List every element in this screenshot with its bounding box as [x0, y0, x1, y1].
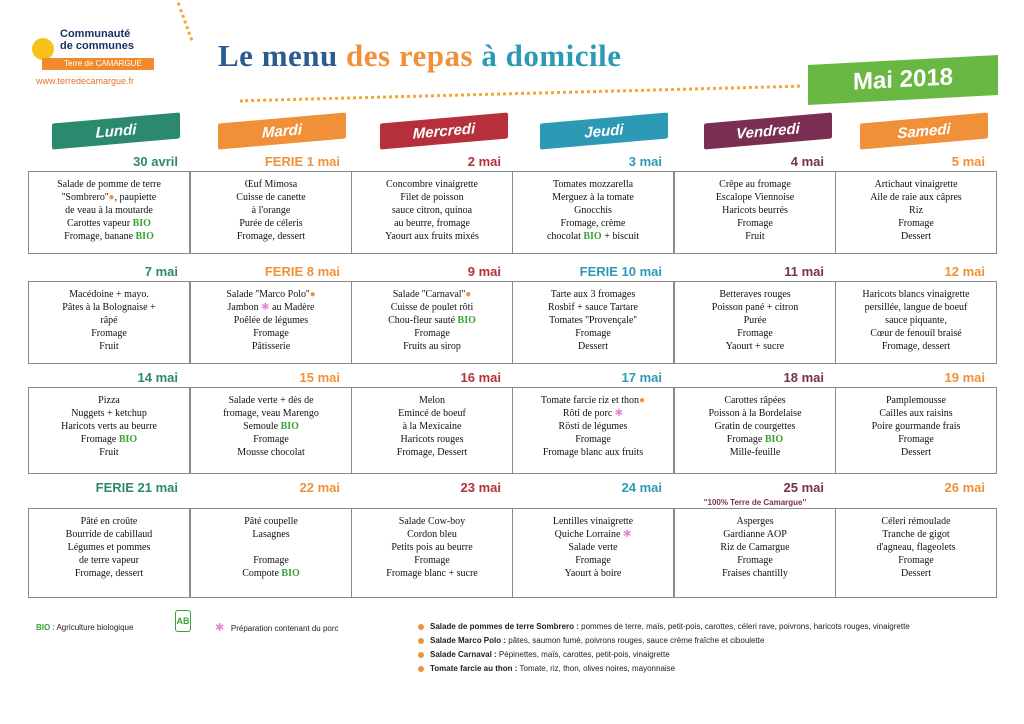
logo-url[interactable]: www.terredecamargue.fr: [36, 76, 135, 86]
menu-line: ''Sombrero''●, paupiette: [61, 192, 157, 203]
menu-line: Œuf Mimosa: [244, 179, 298, 190]
menu-line: Compote BIO: [242, 568, 300, 579]
menu-cell: [835, 508, 997, 598]
menu-line: Pâté en croûte: [80, 516, 138, 527]
menu-line: Riz de Camargue: [720, 542, 790, 553]
menu-line: Quiche Lorraine ✱: [554, 529, 632, 540]
sun-icon: [32, 38, 54, 60]
menu-cell: [28, 171, 190, 254]
bio-label: BIO: [132, 218, 151, 229]
menu-line: Rosbif + sauce Tartare: [548, 302, 638, 313]
date-label: 26 mai: [944, 480, 985, 495]
menu-cell: [351, 281, 513, 364]
date-label: 2 mai: [467, 154, 501, 169]
date-label: FERIE 21 mai: [95, 480, 178, 495]
menu-cell: [512, 281, 674, 364]
menu-line: Tomates ''Provençale'': [549, 315, 637, 326]
menu-cell: [190, 508, 352, 598]
menu-cell: [512, 387, 674, 474]
menu-line: Haricots rouges: [400, 434, 464, 445]
date-label: 7 mai: [144, 264, 178, 279]
menu-cell: [674, 281, 836, 364]
menu-line: Céleri rémoulade: [881, 516, 951, 527]
pork-star-icon: ✱: [614, 408, 624, 419]
date-label: 19 mai: [944, 370, 985, 385]
date-label: 18 mai: [783, 370, 824, 385]
menu-line: Tomate farcie riz et thon●: [540, 395, 646, 406]
recipe-name: Salade Carnaval :: [430, 650, 497, 659]
menu-line: chocolat BIO + biscuit: [546, 231, 640, 242]
recipe-legend-item: [418, 664, 675, 673]
date-label: 30 avril: [133, 154, 178, 169]
recipe-name: Salade Marco Polo :: [430, 636, 507, 645]
menu-line: Fromage: [91, 328, 127, 339]
menu-line: Cœur de fenouil braisé: [870, 328, 962, 339]
menu-line: râpé: [100, 315, 118, 326]
menu-line: Lasagnes: [252, 529, 290, 540]
recipe-legend-item: [418, 650, 670, 659]
menu-line: Salade Cow-boy: [398, 516, 466, 527]
menu-line: Poire gourmande frais: [871, 421, 961, 432]
ab-logo-icon: AB: [175, 610, 191, 632]
menu-line: Carottes vapeur BIO: [67, 218, 151, 229]
menu-line: Fromage: [898, 434, 934, 445]
menu-line: Rösti de légumes: [558, 421, 628, 432]
date-label: 24 mai: [621, 480, 662, 495]
menu-cell: [28, 281, 190, 364]
menu-line: Tomates mozzarella: [552, 179, 634, 190]
menu-line: au beurre, fromage: [394, 218, 470, 229]
menu-line: de veau à la moutarde: [65, 205, 153, 216]
menu-line: Haricots verts au beurre: [61, 421, 157, 432]
menu-line: Mousse chocolat: [237, 447, 305, 458]
date-label: FERIE 1 mai: [264, 154, 340, 169]
menu-line: Fromage, banane BIO: [64, 231, 154, 242]
dotted-line: [177, 2, 193, 41]
menu-line: Nuggets + ketchup: [71, 408, 147, 419]
menu-line: Fromage: [575, 328, 611, 339]
menu-line: Mille-feuille: [729, 447, 781, 458]
recipe-legend-item: [418, 636, 764, 645]
menu-line: Crêpe au fromage: [719, 179, 791, 190]
menu-line: Fromage, dessert: [74, 568, 144, 579]
menu-line: Fruit: [745, 231, 765, 242]
menu-line: persillée, langue de boeuf: [864, 302, 968, 313]
date-label: 11 mai: [784, 264, 824, 279]
menu-line: Yaourt + sucre: [725, 341, 785, 352]
date-label: 14 mai: [137, 370, 178, 385]
page-title: [218, 38, 622, 74]
menu-line: Fromage: [575, 555, 611, 566]
menu-line: Gratin de courgettes: [714, 421, 796, 432]
legend-pork: [215, 621, 339, 634]
menu-line: [194, 541, 348, 554]
menu-cell: [674, 171, 836, 254]
date-label: 23 mai: [460, 480, 501, 495]
menu-line: Jambon ✱ au Madère: [227, 302, 315, 313]
menu-cell: [674, 508, 836, 598]
menu-line: Fromage: [898, 218, 934, 229]
menu-line: Salade ''Carnaval''●: [392, 289, 472, 300]
menu-line: Concombre vinaigrette: [386, 179, 478, 190]
menu-line: Salade ''Marco Polo''●: [226, 289, 316, 300]
date-label: 12 mai: [944, 264, 985, 279]
menu-cell: [351, 508, 513, 598]
menu-line: Fromage BIO: [726, 434, 784, 445]
recipe-text: pâtes, saumon fumé, poivrons rouges, sauce crème fraîche et ciboulette: [506, 636, 765, 645]
menu-line: Haricots beurrés: [722, 205, 788, 216]
menu-line: Pâté coupelle: [244, 516, 298, 527]
menu-line: Fruits au sirop: [403, 341, 461, 352]
date-label: 3 mai: [628, 154, 662, 169]
menu-line: Fromage blanc aux fruits: [542, 447, 644, 458]
menu-line: Haricots blancs vinaigrette: [862, 289, 970, 300]
menu-line: Gardianne AOP: [723, 529, 787, 540]
menu-cell: [674, 387, 836, 474]
orange-dot-icon: [418, 652, 424, 658]
menu-line: Semoule BIO: [243, 421, 299, 432]
menu-line: Fromage, dessert: [236, 231, 306, 242]
bio-label: BIO: [280, 421, 299, 432]
orange-dot-icon: ●: [309, 289, 316, 300]
menu-line: à l'orange: [251, 205, 291, 216]
menu-cell: [835, 171, 997, 254]
menu-cell: [351, 387, 513, 474]
menu-line: Salade verte: [568, 542, 618, 553]
menu-line: Dessert: [578, 341, 608, 352]
menu-line: Artichaut vinaigrette: [874, 179, 958, 190]
menu-line: Bourride de cabillaud: [65, 529, 153, 540]
menu-line: Tranche de gigot: [882, 529, 950, 540]
menu-line: Pâtes à la Bolognaise +: [62, 302, 156, 313]
date-label: 17 mai: [621, 370, 662, 385]
logo: [30, 28, 170, 98]
orange-dot-icon: ●: [639, 395, 646, 406]
menu-line: Filet de poisson: [400, 192, 464, 203]
bio-label: BIO: [583, 231, 602, 242]
menu-line: fromage, veau Marengo: [223, 408, 319, 419]
menu-line: Fromage: [414, 328, 450, 339]
menu-cell: [190, 387, 352, 474]
day-header-samedi: Samedi: [860, 112, 988, 149]
recipe-text: Tomate, riz, thon, olives noires, mayonnaise: [517, 664, 676, 673]
menu-line: Fruit: [99, 447, 119, 458]
menu-line: Petits pois au beurre: [391, 542, 473, 553]
date-label: 4 mai: [790, 154, 824, 169]
menu-line: Dessert: [901, 447, 931, 458]
recipe-text: Pépinettes, maïs, carottes, petit-pois, vinaigrette: [496, 650, 670, 659]
menu-line: de terre vapeur: [79, 555, 139, 566]
orange-dot-icon: ●: [108, 192, 115, 203]
logo-line2: de communes: [60, 40, 134, 52]
title-menu: menu: [261, 38, 338, 73]
recipe-name: Salade de pommes de terre Sombrero :: [430, 622, 579, 631]
menu-line: Chou-fleur sauté BIO: [388, 315, 476, 326]
day-header-vendredi: Vendredi: [704, 112, 832, 149]
menu-line: Poêlée de légumes: [233, 315, 309, 326]
recipe-name: Tomate farcie au thon :: [430, 664, 518, 673]
menu-line: Gnocchis: [574, 205, 612, 216]
day-header-mercredi: Mercredi: [380, 112, 508, 149]
bio-abbr: BIO: [36, 623, 51, 632]
menu-line: Cuisse de canette: [236, 192, 306, 203]
menu-line: Tarte aux 3 fromages: [550, 289, 636, 300]
dotted-line: [240, 85, 800, 103]
menu-line: Poisson pané + citron: [711, 302, 799, 313]
menu-line: Fromage: [737, 555, 773, 566]
menu-line: Fraises chantilly: [722, 568, 788, 579]
menu-line: Dessert: [901, 231, 931, 242]
menu-line: Pâtisserie: [251, 341, 291, 352]
date-label: 25 mai: [783, 480, 824, 495]
menu-line: Lentilles vinaigrette: [552, 516, 634, 527]
orange-dot-icon: [418, 666, 424, 672]
menu-cell: [190, 171, 352, 254]
menu-line: Fromage, crème: [560, 218, 626, 229]
menu-line: Aile de raie aux câpres: [870, 192, 962, 203]
menu-line: sauce citron, quinoa: [391, 205, 473, 216]
pork-star-icon: ✱: [261, 302, 270, 313]
title-le: Le: [218, 38, 254, 73]
recipe-text: pommes de terre, maïs, petit-pois, carottes, céleri rave, poivrons, haricots rouges, vinaigrette: [578, 622, 910, 631]
menu-line: Fromage blanc + sucre: [386, 568, 478, 579]
orange-dot-icon: [418, 624, 424, 630]
menu-line: Macédoine + mayo.: [69, 289, 149, 300]
bio-label: BIO: [764, 434, 784, 445]
menu-line: Poisson à la Bordelaise: [708, 408, 802, 419]
menu-line: Riz: [909, 205, 923, 216]
logo-bar: Terre de CAMARGUE: [42, 58, 154, 70]
menu-line: Cordon bleu: [407, 529, 457, 540]
menu-line: Fromage: [898, 555, 934, 566]
pork-star-icon: ✱: [215, 622, 225, 634]
bio-label: BIO: [135, 231, 154, 242]
menu-line: Escalope Viennoise: [715, 192, 795, 203]
menu-line: Légumes et pommes: [67, 542, 151, 553]
date-label: FERIE 10 mai: [579, 264, 662, 279]
recipe-legend-item: [418, 622, 910, 631]
menu-line: Merguez à la tomate: [552, 192, 634, 203]
menu-line: Cailles aux raisins: [879, 408, 953, 419]
menu-line: Purée de céleris: [239, 218, 303, 229]
menu-line: Asperges: [736, 516, 774, 527]
menu-cell: [835, 281, 997, 364]
menu-cell: [512, 171, 674, 254]
menu-line: Pizza: [98, 395, 120, 406]
menu-line: Fromage: [414, 555, 450, 566]
title-des: des repas: [346, 38, 474, 73]
menu-line: Salade verte + dès de: [228, 395, 314, 406]
date-label: 16 mai: [460, 370, 501, 385]
day-header-lundi: Lundi: [52, 112, 180, 149]
menu-line: Fromage: [737, 218, 773, 229]
menu-line: d'agneau, flageolets: [876, 542, 956, 553]
menu-cell: [351, 171, 513, 254]
menu-line: à la Mexicaine: [402, 421, 462, 432]
menu-line: Rôti de porc ✱: [562, 408, 624, 419]
menu-line: Pamplemousse: [886, 395, 946, 406]
menu-line: Carottes râpées: [724, 395, 786, 406]
menu-line: Cuisse de poulet rôti: [390, 302, 474, 313]
orange-dot-icon: ●: [465, 289, 472, 300]
menu-line: Fruit: [99, 341, 119, 352]
day-header-jeudi: Jeudi: [540, 112, 668, 149]
menu-cell: [835, 387, 997, 474]
menu-line: Yaourt à boire: [564, 568, 622, 579]
menu-line: Purée: [743, 315, 767, 326]
menu-line: Betteraves rouges: [719, 289, 791, 300]
date-label: 15 mai: [299, 370, 340, 385]
title-dom: domicile: [505, 38, 622, 73]
menu-line: Fromage: [575, 434, 611, 445]
pork-text: Préparation contenant du porc: [230, 624, 339, 633]
menu-line: Dessert: [901, 568, 931, 579]
menu-line: Fromage: [253, 328, 289, 339]
menu-line: sauce piquante,: [885, 315, 947, 326]
menu-line: Melon: [418, 395, 446, 406]
pork-star-icon: ✱: [622, 529, 632, 540]
date-label: FERIE 8 mai: [264, 264, 340, 279]
bio-label: BIO: [118, 434, 138, 445]
note-25-mai: ''100% Terre de Camargue'': [703, 498, 807, 507]
bio-label: BIO: [457, 315, 476, 326]
bio-label: BIO: [281, 568, 300, 579]
menu-line: Fromage: [737, 328, 773, 339]
month-badge: Mai 2018: [808, 55, 998, 105]
menu-line: Fromage: [253, 434, 289, 445]
menu-line: Fromage, Dessert: [396, 447, 468, 458]
day-header-mardi: Mardi: [218, 112, 346, 149]
date-label: 9 mai: [467, 264, 501, 279]
menu-line: Emincé de boeuf: [398, 408, 466, 419]
menu-cell: [512, 508, 674, 598]
menu-line: Salade de pomme de terre: [57, 179, 161, 190]
menu-cell: [28, 508, 190, 598]
title-a: à: [481, 38, 498, 73]
menu-line: Yaourt aux fruits mixés: [385, 231, 479, 242]
menu-line: Fromage: [253, 555, 289, 566]
date-label: 5 mai: [951, 154, 985, 169]
menu-line: Fromage, dessert: [881, 341, 951, 352]
menu-cell: [28, 387, 190, 474]
bio-text: : Agriculture biologique: [52, 623, 134, 632]
date-label: 22 mai: [299, 480, 340, 495]
menu-cell: [190, 281, 352, 364]
logo-line1: Communauté: [60, 28, 131, 40]
legend-bio: [36, 623, 133, 632]
menu-line: Fromage BIO: [80, 434, 138, 445]
orange-dot-icon: [418, 638, 424, 644]
